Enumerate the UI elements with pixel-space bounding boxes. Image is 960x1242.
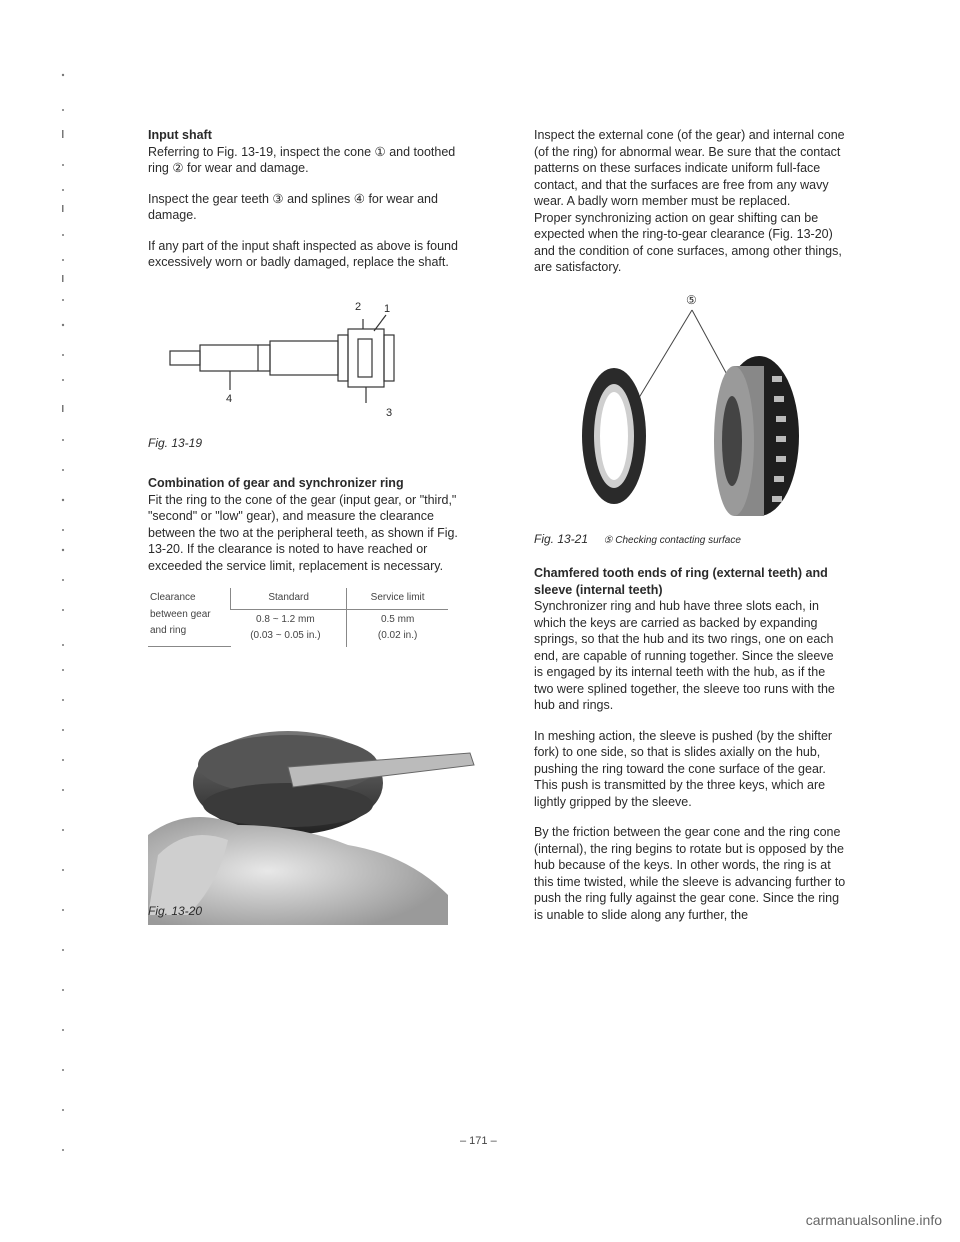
figure-note: ⑤ Checking contacting surface — [603, 534, 741, 546]
section-chamfered — [534, 565, 846, 714]
footer-watermark: carmanualsonline.info — [805, 1212, 942, 1228]
table-cell-service — [347, 609, 448, 647]
figure-13-19 — [148, 285, 458, 435]
figure-caption-row — [534, 531, 846, 550]
callout-3: 3 — [386, 406, 393, 419]
table-header-service: Service limit — [347, 588, 448, 609]
figure-13-21 — [534, 292, 846, 531]
table-cell-standard — [231, 609, 347, 647]
paragraph: Inspect the external cone (of the gear) and internal cone (of the ring) for abnormal wear. Be sure that the contact patterns on these surfaces indicate uniform full-face contact, and that the surfaces are free from any wavy wear. A badly worn member must be replaced. — [534, 128, 845, 208]
heading-chamfered: Chamfered tooth ends of ring (external teeth) and sleeve (internal teeth) — [534, 566, 828, 597]
paragraph: Fit the ring to the cone of the gear (input gear, or "third," "second" or "low" gear), and measure the clearance between the two at the peripheral teeth, as shown if Fig. 13-20. If the clearance is noted to have reached or exceeded the service limit, replacement is necessary. — [148, 492, 458, 573]
paragraph: In meshing action, the sleeve is pushed (by the shifter fork) to one side, so that is slides axially on the hub, pushing the ring toward the cone surface of the gear. This push is transmitted by the three keys, which are lightly gripped by the sleeve. — [534, 728, 833, 809]
margin-scan-marks — [56, 70, 70, 1180]
table-row-label: Clearance between gear and ring — [148, 588, 231, 647]
page-number: – 171 – — [460, 1135, 497, 1147]
right-column — [534, 127, 846, 937]
service-in: (0.02 in.) — [377, 630, 418, 641]
table-header-standard: Standard — [231, 588, 347, 609]
input-shaft-drawing — [148, 285, 458, 435]
callout-4: 4 — [226, 392, 233, 405]
paragraph: By the friction between the gear cone and the ring cone (internal), the ring begins to rotate but is opposed by the hub because of the keys. In other words, the ring is at this time twisted, while the sleeve is advancing further to push the ring fully against the gear cone. Since the ring is unable to slide along any further, the — [534, 825, 846, 922]
callout-5: ⑤ — [686, 292, 697, 307]
standard-mm: 0.8 ~ 1.2 mm — [256, 613, 315, 625]
figure-caption: Fig. 13-21 — [534, 531, 589, 546]
figure-13-20-photo — [148, 705, 478, 925]
section-input-shaft — [148, 127, 458, 177]
service-mm: 0.5 mm — [380, 613, 415, 625]
heading-combination: Combination of gear and synchronizer ring — [148, 476, 404, 490]
heading-input-shaft: Input shaft — [148, 128, 212, 142]
ring-and-gear-photo — [534, 296, 846, 531]
callout-2: 2 — [355, 300, 362, 313]
paragraph: If any part of the input shaft inspected as above is found excessively worn or badly damaged, replace the shaft. — [148, 238, 458, 269]
gear-feeler-photo — [148, 705, 478, 925]
paragraph: Inspect the gear teeth ③ and splines ④ for wear and damage. — [148, 191, 438, 222]
figure-caption: Fig. 13-19 — [148, 435, 203, 450]
section-combination — [148, 475, 458, 574]
standard-in: (0.03 ~ 0.05 in.) — [250, 630, 321, 641]
paragraph: Proper synchronizing action on gear shifting can be expected when the ring-to-gear clearance (Fig. 13-20) and the condition of cone surfaces, among other things, are satisfactory. — [534, 210, 842, 274]
left-column — [148, 127, 458, 934]
paragraph: Referring to Fig. 13-19, inspect the cone ① and toothed ring ② for wear and damage. — [148, 144, 456, 175]
figure-caption: Fig. 13-20 — [148, 904, 203, 918]
paragraph: Synchronizer ring and hub have three slots each, in which the keys are carried as backed by expanding springs, so that the hub and its two rings, one on each end, are capable of running together. Since the sleeve is engaged by its internal teeth with the hub, as if the two were splined together, the sleeve too runs with the hub and rings. — [534, 599, 835, 712]
callout-1: 1 — [384, 302, 391, 315]
clearance-table — [148, 588, 448, 647]
